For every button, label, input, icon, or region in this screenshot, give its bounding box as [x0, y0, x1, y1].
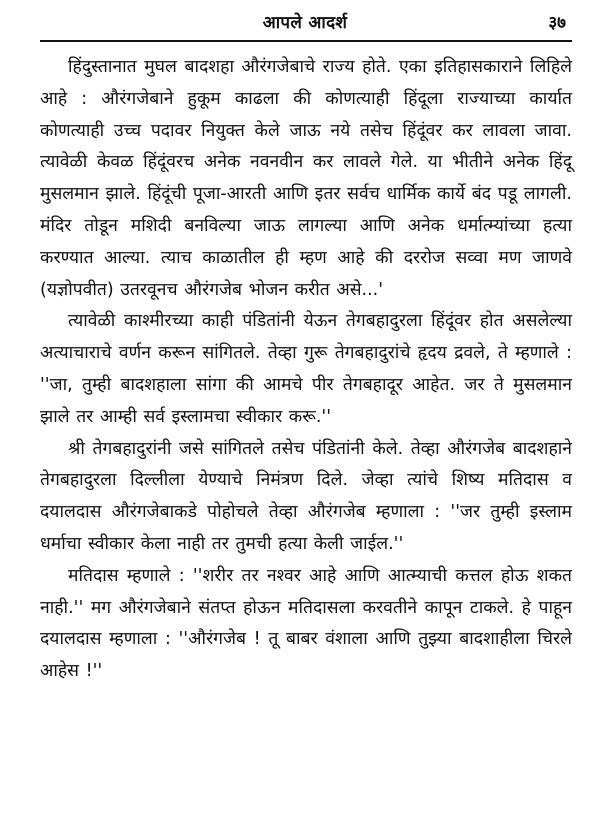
paragraph-3: श्री तेगबहादुरांनी जसे सांगितले तसेच पंडितांनी केले. तेव्हा औरंगजेब बादशहाने तेगबहादुरला दिल्लीला येण्याचे निमंत्रण दिले. जेव्हा त्यांचे शिष्य मतिदास व दयालदास औरंगजेबाकडे पोहोचले तेव्हा औरंगजेब म्हणाला : ''जर तुम्ही इस्लाम धर्माचा स्वीकार केला नाही तर तुमची हत्या केली जाईल.'': [40, 438, 572, 554]
running-title: आपले आदर्श: [262, 13, 348, 33]
paragraph-4: मतिदास म्हणाले : ''शरीर तर नश्वर आहे आणि आत्म्याची कत्तल होऊ शकत नाही.'' मग औरंगजेबाने संतप्त होऊन मतिदासला करवतीने कापून टाकले. हे पाहून दयालदास म्हणाला : ''औरंगजेब ! तू बाबर वंशाला आणि तुझ्या बादशाहीला चिरले आहेस !'': [40, 565, 572, 682]
page-header: [40, 6, 570, 40]
body-text: [40, 52, 572, 688]
page-number: ३७: [548, 13, 566, 33]
paragraph-1: हिंदुस्तानात मुघल बादशहा औरंगजेबाचे राज्य होते. एका इतिहासकाराने लिहिले आहे : औरंगजेबाने हुकूम काढला की कोणत्याही हिंदूला राज्याच्या कार्यात कोणत्याही उच्च पदावर नियुक्त केले जाऊ नये तसेच हिंदूंवर कर लावला जावा. त्यावेळी केवळ हिंदूंवरच अनेक नवनवीन कर लावले गेले. या भीतीने अनेक हिंदू मुसलमान झाले. हिंदूंची पूजा-आरती आणि इतर सर्वच धार्मिक कार्ये बंद पडू लागली. मंदिर तोडून मशिदी बनविल्या जाऊ लागल्या आणि अनेक धर्मात्म्यांच्या हत्या करण्यात आल्या. त्याच काळातील ही म्हण आहे की दररोज सव्वा मण जाणवे (यज्ञोपवीत) उतरवूनच औरंगजेब भोजन करीत असे...': [40, 57, 572, 300]
paragraph-2: त्यावेळी काश्मीरच्या काही पंडितांनी येऊन तेगबहादुरला हिंदूंवर होत असलेल्या अत्याचाराचे वर्णन करून सांगितले. तेव्हा गुरू तेगबहादुरांचे हृदय द्रवले, ते म्हणाले : ''जा, तुम्ही बादशहाला सांगा की आमचे पीर तेगबहादूर आहेत. जर ते मुसलमान झाले तर आम्ही सर्व इस्लामचा स्वीकार करू.'': [40, 311, 572, 427]
header-divider: [40, 40, 572, 42]
